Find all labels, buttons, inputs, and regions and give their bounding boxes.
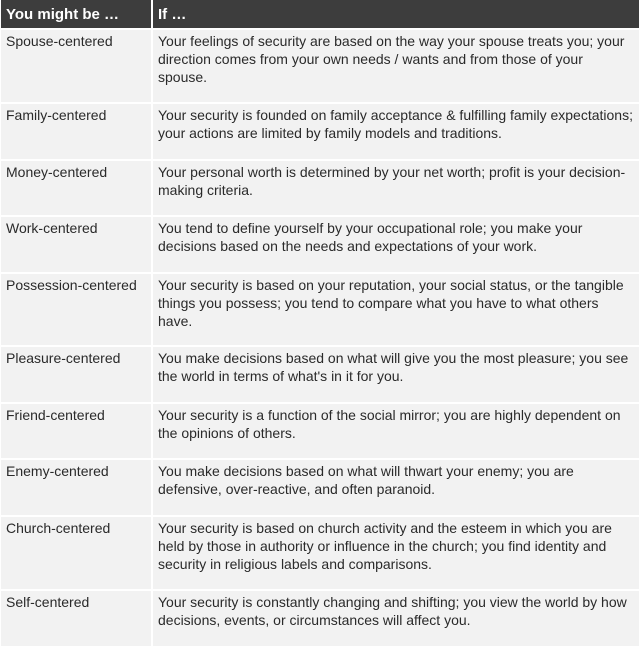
row-description: Your personal worth is determined by your net worth; profit is your decision-making criteria. (153, 161, 639, 217)
row-description: Your security is based on your reputation, your social status, or the tangible things you possess; you tend to compare what you have to what others have. (153, 274, 639, 347)
row-description: You make decisions based on what will give you the most pleasure; you see the world in terms of what's in it for you. (153, 347, 639, 404)
table-row (1, 30, 639, 104)
row-label: Self-centered (1, 591, 151, 648)
row-label: Church-centered (1, 517, 151, 591)
table-row (1, 217, 639, 274)
row-label: Spouse-centered (1, 30, 151, 104)
table-row (1, 404, 639, 460)
row-label: Family-centered (1, 104, 151, 161)
row-description: Your feelings of security are based on the way your spouse treats you; your direction comes from your own needs / wants and from those of your spouse. (153, 30, 639, 104)
row-label: Enemy-centered (1, 460, 151, 517)
table-row (1, 460, 639, 517)
row-label: Possession-centered (1, 274, 151, 347)
header-you-might-be: You might be … (1, 0, 151, 30)
table-row (1, 104, 639, 161)
table-row (1, 517, 639, 591)
row-description: You make decisions based on what will thwart your enemy; you are defensive, over-reactive, and often paranoid. (153, 460, 639, 517)
row-description: Your security is based on church activity and the esteem in which you are held by those in authority or influence in the church; you find identity and security in religious labels and comparisons. (153, 517, 639, 591)
table-row (1, 274, 639, 347)
row-description: Your security is founded on family acceptance & fulfilling family expectations; your actions are limited by family models and traditions. (153, 104, 639, 161)
row-label: Money-centered (1, 161, 151, 217)
row-description: Your security is constantly changing and shifting; you view the world by how decisions, events, or circumstances will affect you. (153, 591, 639, 648)
table-row (1, 591, 639, 648)
table-row (1, 347, 639, 404)
row-description: Your security is a function of the social mirror; you are highly dependent on the opinions of others. (153, 404, 639, 460)
row-label: Pleasure-centered (1, 347, 151, 404)
row-description: You tend to define yourself by your occupational role; you make your decisions based on the needs and expectations of your work. (153, 217, 639, 274)
header-if: If … (153, 0, 639, 30)
row-label: Work-centered (1, 217, 151, 274)
header-row (1, 0, 639, 30)
row-label: Friend-centered (1, 404, 151, 460)
table-row (1, 161, 639, 217)
